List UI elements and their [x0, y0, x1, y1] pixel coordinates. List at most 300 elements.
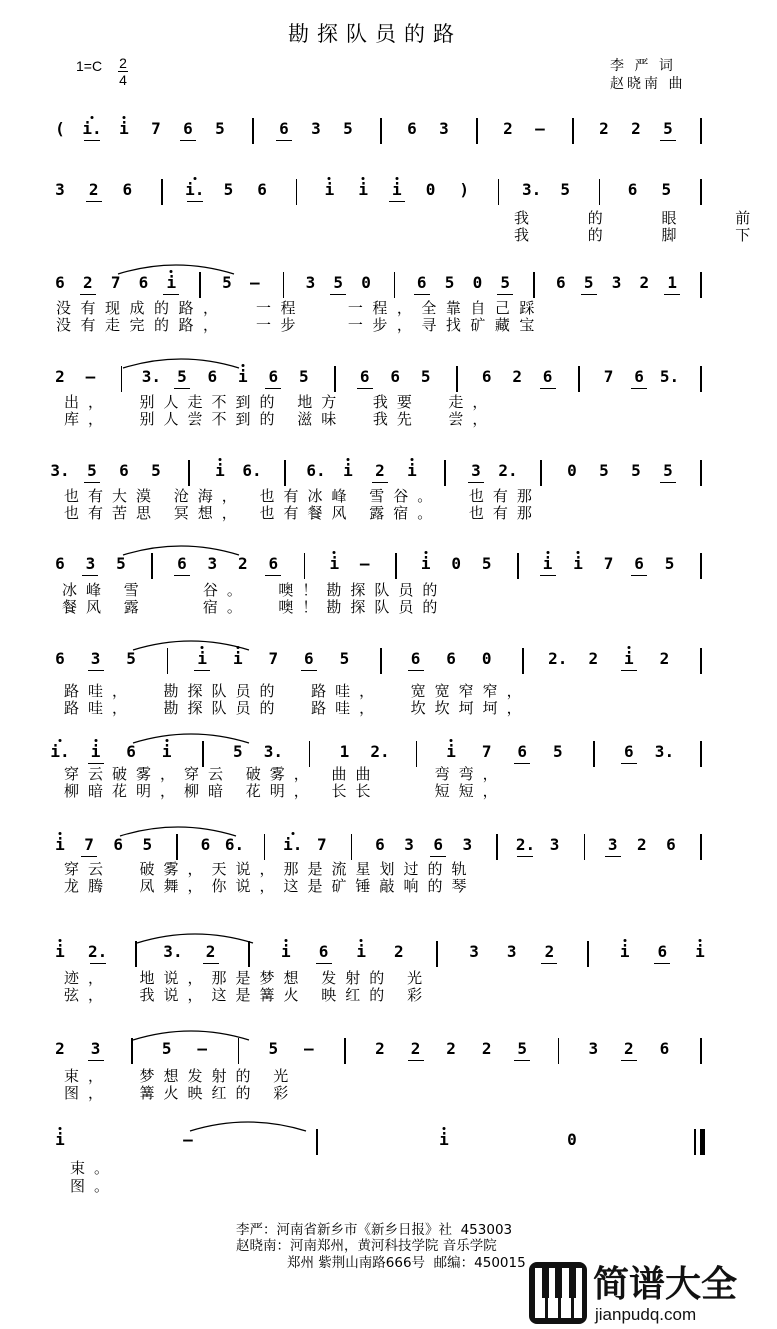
note: i — [55, 942, 65, 961]
beam-underline — [86, 201, 102, 202]
lyric-verse2: 餐风 露 宿。 噢！勘探队员的 — [62, 598, 447, 616]
double-bar-thick — [700, 1129, 705, 1155]
note: i — [619, 942, 630, 961]
note: 6 — [634, 367, 644, 386]
note: 7 — [268, 649, 279, 668]
beam-underline — [414, 294, 430, 295]
octave-dot — [546, 551, 549, 554]
note: 2 — [375, 461, 385, 480]
score-line — [0, 650, 750, 680]
note: 5 — [500, 273, 511, 292]
note: 5 — [560, 180, 571, 199]
note: 5 — [116, 554, 126, 573]
beam-underline — [163, 294, 179, 295]
note: ) — [459, 180, 470, 199]
double-bar-thin — [694, 1129, 696, 1155]
note: i — [420, 554, 431, 573]
note: 5 — [222, 273, 232, 292]
beam-underline — [203, 963, 219, 964]
bar-line — [334, 366, 336, 392]
bar-line — [572, 118, 574, 144]
bar-line — [309, 741, 311, 767]
note: 6 — [122, 180, 133, 199]
bar-line — [522, 648, 524, 674]
note: i — [161, 742, 172, 761]
octave-dot — [59, 832, 62, 835]
note: 3 — [404, 835, 414, 854]
octave-dot — [59, 939, 62, 942]
note: – — [249, 273, 260, 292]
bar-line — [517, 553, 519, 579]
note: 2 — [410, 1039, 421, 1058]
note: 2 — [393, 942, 404, 961]
note: 5 — [552, 742, 563, 761]
note: – — [535, 119, 545, 138]
note: 5 — [232, 742, 243, 761]
octave-dot — [59, 739, 62, 742]
note: 5 — [151, 461, 161, 480]
note: 6 — [55, 273, 65, 292]
note: i. — [283, 835, 303, 854]
note: 6 — [624, 742, 634, 761]
lyric-verse2: 图， 篝火映红的 彩 — [64, 1084, 298, 1102]
footer-line-2: 赵晓南：河南郑州，黄河科技学院 音乐学院 — [236, 1238, 497, 1254]
key-signature: 1=C — [76, 58, 103, 74]
note: 5 — [343, 119, 353, 138]
note: 0 — [472, 273, 483, 292]
bar-line — [700, 834, 702, 860]
beam-underline — [265, 388, 281, 389]
beam-underline — [468, 482, 484, 483]
beam-underline — [514, 1060, 530, 1061]
note: 6 — [207, 367, 218, 386]
beam-underline — [80, 294, 96, 295]
octave-dot — [91, 116, 94, 119]
note: i — [329, 554, 340, 573]
beam-underline — [540, 575, 556, 576]
note: i — [695, 942, 705, 961]
beam-underline — [660, 140, 676, 141]
beam-underline — [408, 1060, 424, 1061]
note: i — [356, 942, 366, 961]
song-title: 勘探队员的路 — [288, 22, 462, 46]
bar-line — [498, 179, 500, 205]
octave-dot — [577, 551, 580, 554]
octave-dot — [219, 458, 222, 461]
octave-dot — [411, 458, 414, 461]
note: 6 — [410, 649, 421, 668]
note: i — [197, 649, 208, 668]
note: 6 — [183, 119, 193, 138]
beam-underline — [540, 388, 556, 389]
note: 5 — [663, 461, 673, 480]
note: 3 — [506, 942, 517, 961]
octave-dot — [450, 739, 453, 742]
note: i — [392, 180, 402, 199]
note: i — [446, 742, 456, 761]
beam-underline — [621, 1060, 637, 1061]
bar-line — [284, 460, 286, 486]
bar-line — [351, 834, 353, 860]
slur-mark — [188, 1117, 308, 1133]
note: i — [166, 273, 177, 292]
note: 6 — [556, 273, 566, 292]
site-watermark-logo — [525, 1256, 750, 1329]
note: i — [624, 649, 634, 668]
note: 2 — [631, 119, 641, 138]
lyricist-credit: 李 严 词 — [610, 58, 676, 74]
beam-underline — [631, 388, 647, 389]
beam-underline — [660, 482, 676, 483]
note: 7 — [603, 554, 614, 573]
note: 3 — [588, 1039, 599, 1058]
note: 7 — [84, 835, 94, 854]
note: 6 — [138, 273, 149, 292]
slur-mark — [116, 260, 236, 276]
note: 6 — [200, 835, 211, 854]
note: 5 — [631, 461, 641, 480]
note: 6 — [446, 649, 456, 668]
note: 2. — [88, 942, 108, 961]
note: 2. — [515, 835, 536, 854]
beam-underline — [84, 482, 100, 483]
footer-line-3: 郑州 紫荆山南路666号 邮编：450015 — [287, 1255, 526, 1271]
note: 2 — [55, 367, 65, 386]
note: 6 — [659, 1039, 670, 1058]
beam-underline — [88, 670, 104, 671]
beam-underline — [654, 963, 670, 964]
note: 3 — [55, 180, 65, 199]
note: i — [358, 180, 368, 199]
lyric-verse1: 没有现成的路， 一程 一程，全靠自己踩 — [56, 299, 544, 317]
bar-line — [476, 118, 478, 144]
note: 2 — [205, 942, 216, 961]
note: 3 — [469, 942, 479, 961]
octave-dot — [193, 177, 196, 180]
slur-mark — [131, 1026, 251, 1042]
note: 6 — [113, 835, 123, 854]
note: i — [324, 180, 335, 199]
note: 2 — [503, 119, 513, 138]
note: – — [183, 1130, 193, 1149]
note: 3 — [207, 554, 218, 573]
beam-underline — [180, 140, 196, 141]
beam-underline — [605, 856, 621, 857]
lyric-verse2: 图。 — [70, 1177, 119, 1195]
note: 5 — [339, 649, 350, 668]
beam-underline — [372, 482, 388, 483]
beam-underline — [174, 575, 190, 576]
note: 6 — [657, 942, 668, 961]
bar-line — [456, 366, 458, 392]
note: 6 — [634, 554, 644, 573]
composer-credit: 赵晓南 曲 — [610, 76, 686, 92]
note: 2 — [544, 942, 555, 961]
beam-underline — [497, 294, 513, 295]
bar-line — [395, 553, 397, 579]
note: 2 — [659, 649, 670, 668]
note: 5 — [333, 273, 344, 292]
octave-dot — [123, 116, 126, 119]
lyric-verse2: 弦， 我说，这是篝火 映红的 彩 — [64, 986, 432, 1004]
beam-underline — [514, 763, 530, 764]
svg-text:简谱大全: 简谱大全 — [593, 1264, 738, 1305]
note: 6 — [55, 649, 65, 668]
note: 5. — [659, 367, 680, 386]
bar-line — [161, 179, 163, 205]
slur-mark — [121, 541, 241, 557]
slur-mark — [121, 354, 241, 370]
note: 6 — [542, 367, 553, 386]
note: 3. — [654, 742, 675, 761]
note: 6. — [242, 461, 262, 480]
beam-underline — [88, 1060, 104, 1061]
score-line — [0, 120, 750, 150]
bar-line — [380, 118, 382, 144]
note: 7 — [151, 119, 161, 138]
bar-line — [304, 553, 306, 579]
octave-dot — [627, 646, 630, 649]
octave-dot — [360, 939, 363, 942]
octave-dot — [362, 177, 365, 180]
footer-line-1: 李严：河南省新乡市《新乡日报》社 453003 — [236, 1222, 513, 1238]
note: 7 — [316, 835, 327, 854]
note: i — [232, 649, 243, 668]
bar-line — [496, 834, 498, 860]
note: 6 — [666, 835, 676, 854]
note: – — [197, 1039, 208, 1058]
slur-mark — [118, 822, 238, 838]
octave-dot — [443, 1127, 446, 1130]
beam-underline — [621, 763, 637, 764]
note: 1 — [339, 742, 350, 761]
bar-line — [599, 179, 601, 205]
note: 7 — [603, 367, 614, 386]
bar-line — [578, 366, 580, 392]
beam-underline — [90, 963, 106, 964]
lyric-verse2: 柳暗花明，柳暗 花明， 长长 短短， — [64, 782, 507, 800]
note: 6 — [359, 367, 370, 386]
note: 6 — [627, 180, 638, 199]
bar-line — [587, 941, 589, 967]
score-line — [0, 1131, 750, 1161]
note: 5 — [661, 180, 672, 199]
beam-underline — [84, 140, 100, 141]
note: 3 — [462, 835, 473, 854]
note: 2 — [639, 273, 650, 292]
note: 3. — [163, 942, 183, 961]
beam-underline — [517, 856, 533, 857]
piano-keys-icon — [529, 1262, 587, 1324]
note: 3 — [549, 835, 560, 854]
note: 3 — [611, 273, 622, 292]
beam-underline — [265, 575, 281, 576]
note: i — [90, 742, 101, 761]
bar-line — [188, 460, 190, 486]
note: 5 — [517, 1039, 528, 1058]
beam-underline — [541, 963, 557, 964]
octave-dot — [395, 177, 398, 180]
note: 6 — [119, 461, 129, 480]
note: 3 — [471, 461, 481, 480]
note: i — [407, 461, 417, 480]
bar-line — [558, 1038, 560, 1064]
note: 6 — [407, 119, 417, 138]
note: 6 — [433, 835, 443, 854]
note: 5 — [420, 367, 431, 386]
lyric-verse1: 穿云破雾，穿云 破雾， 曲曲 弯弯， — [64, 765, 507, 783]
bar-line — [700, 272, 702, 298]
lyric-verse1: 束， 梦想发射的 光 — [64, 1067, 298, 1085]
note: 2 — [55, 1039, 65, 1058]
beam-underline — [316, 963, 332, 964]
note: 3 — [439, 119, 449, 138]
beam-underline — [389, 201, 405, 202]
note: 7 — [481, 742, 492, 761]
note: 5 — [664, 554, 675, 573]
note: 5 — [583, 273, 594, 292]
note: 6 — [517, 742, 528, 761]
note: i. — [50, 742, 70, 761]
note: 1 — [667, 273, 677, 292]
note: 3. — [50, 461, 70, 480]
note: 6. — [306, 461, 326, 480]
note: 6 — [375, 835, 385, 854]
octave-dot — [347, 458, 350, 461]
note: 2 — [375, 1039, 385, 1058]
note: 5 — [142, 835, 153, 854]
bar-line — [283, 272, 285, 298]
bar-line — [700, 1038, 702, 1064]
note: – — [85, 367, 96, 386]
note: 6. — [224, 835, 245, 854]
note: – — [359, 554, 370, 573]
slur-mark — [131, 729, 251, 745]
bar-line — [252, 118, 254, 144]
note: 6 — [279, 119, 289, 138]
bar-line — [700, 460, 702, 486]
slur-mark — [135, 929, 255, 945]
note: 6 — [268, 367, 279, 386]
note: 6 — [304, 649, 314, 668]
note: i — [55, 1130, 65, 1149]
note: 2 — [599, 119, 609, 138]
note: 0 — [567, 1130, 577, 1149]
bar-line — [700, 118, 702, 144]
note: 2. — [370, 742, 390, 761]
bar-line — [584, 834, 586, 860]
note: 6 — [318, 942, 329, 961]
bar-line — [700, 179, 702, 205]
octave-dot — [59, 1127, 62, 1130]
lyric-verse2: 没有走完的路， 一步 一步，寻找矿藏宝 — [56, 316, 544, 334]
bar-line — [394, 272, 396, 298]
bar-line — [700, 741, 702, 767]
lyric-verse2: 也有苦思 冥想， 也有餐风 露宿。 也有那 — [64, 504, 541, 522]
note: i — [55, 835, 65, 854]
note: – — [304, 1039, 314, 1058]
bar-line — [316, 1129, 318, 1155]
bar-line — [593, 741, 595, 767]
note: i — [281, 942, 291, 961]
octave-dot — [241, 364, 244, 367]
note: 2. — [548, 649, 568, 668]
note: 7 — [110, 273, 121, 292]
note: 6 — [126, 742, 136, 761]
note: 5 — [599, 461, 609, 480]
slur-mark — [131, 636, 251, 652]
beam-underline — [357, 388, 373, 389]
beam-underline — [194, 670, 210, 671]
time-numerator: 2 — [119, 55, 127, 71]
note: 5 — [444, 273, 455, 292]
note: 3 — [90, 649, 101, 668]
bar-line — [264, 834, 266, 860]
note: ( — [55, 119, 65, 138]
note: 3 — [311, 119, 321, 138]
lyric-verse1: 出， 别人走不到的 地方 我要 走， — [64, 393, 497, 411]
bar-line — [700, 648, 702, 674]
note: 2 — [88, 180, 99, 199]
score-line — [0, 1040, 750, 1070]
note: 2 — [238, 554, 248, 573]
bar-line — [540, 460, 542, 486]
time-denominator: 4 — [119, 72, 127, 88]
note: 2 — [481, 1039, 492, 1058]
note: i — [439, 1130, 449, 1149]
note: 3. — [521, 180, 542, 199]
bar-line — [416, 741, 418, 767]
note: 0 — [425, 180, 436, 199]
octave-dot — [699, 939, 702, 942]
note: i. — [82, 119, 102, 138]
note: 5 — [481, 554, 492, 573]
octave-dot — [284, 939, 287, 942]
note: i — [542, 554, 553, 573]
note: i — [119, 119, 129, 138]
bar-line — [700, 553, 702, 579]
note: 0 — [361, 273, 371, 292]
note: 2 — [446, 1039, 456, 1058]
note: i — [573, 554, 583, 573]
octave-dot — [291, 832, 294, 835]
note: 3 — [607, 835, 618, 854]
bar-line — [700, 366, 702, 392]
lyric-verse2: 龙腾 凤舞，你说，这是矿锤敲响的琴 — [64, 877, 476, 895]
note: 0 — [481, 649, 492, 668]
beam-underline — [408, 670, 424, 671]
bar-line — [436, 941, 438, 967]
note: 6 — [268, 554, 279, 573]
lyric-verse1: 冰峰 雪 谷。 噢！勘探队员的 — [62, 581, 447, 599]
note: 3 — [85, 554, 96, 573]
lyric-verse2: 我 的 脚 下 — [514, 226, 777, 244]
octave-dot — [424, 551, 427, 554]
note: 3. — [263, 742, 283, 761]
lyric-verse1: 束。 — [70, 1159, 119, 1177]
note: 5 — [177, 367, 187, 386]
note: 6 — [481, 367, 492, 386]
note: i — [343, 461, 353, 480]
note: 2 — [624, 1039, 634, 1058]
note: 5 — [215, 119, 225, 138]
lyric-verse1: 我 的 眼 前 — [514, 209, 777, 227]
bar-line — [296, 179, 298, 205]
note: 2 — [588, 649, 599, 668]
note: 5 — [161, 1039, 172, 1058]
bar-line — [344, 1038, 346, 1064]
note: i — [215, 461, 225, 480]
